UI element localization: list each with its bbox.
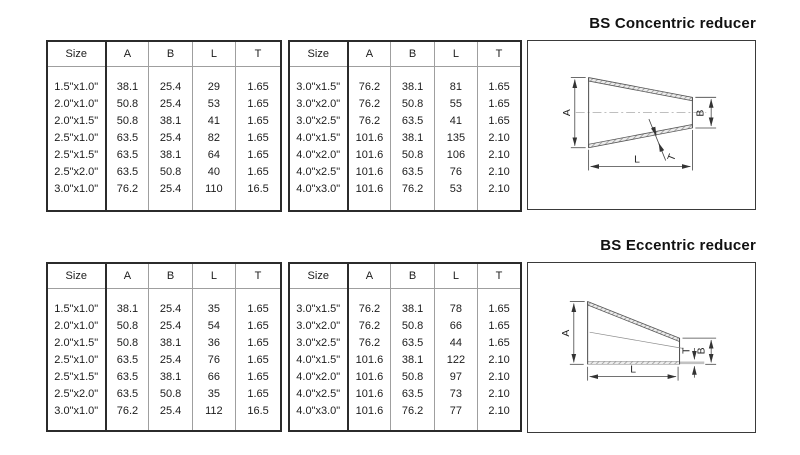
table-cell: 76 [434, 163, 477, 180]
table-cell: 101.6 [348, 385, 391, 402]
filler-cell [391, 197, 434, 211]
filler-row [289, 419, 521, 431]
filler-cell [434, 419, 477, 431]
table-cell: 38.1 [149, 112, 192, 129]
spacer-cell [434, 288, 477, 300]
table-row [289, 129, 521, 146]
table-cell: 4.0"x2.5" [289, 385, 348, 402]
table-cell: 66 [434, 317, 477, 334]
table-cell: 76.2 [348, 112, 391, 129]
table-row [47, 180, 281, 197]
filler-row [47, 197, 281, 211]
table-cell: 78 [434, 300, 477, 317]
table-cell: 35 [192, 300, 235, 317]
filler-cell [289, 197, 348, 211]
table-cell: 38.1 [149, 146, 192, 163]
table-cell: 25.4 [149, 95, 192, 112]
table-cell: 38.1 [391, 300, 434, 317]
table-cell: 63.5 [391, 334, 434, 351]
table-cell: 76.2 [391, 180, 434, 197]
filler-row [289, 197, 521, 211]
spacer-cell [236, 288, 281, 300]
dimension-a-label: A [561, 109, 573, 117]
table-row [47, 317, 281, 334]
table-cell: 63.5 [106, 385, 149, 402]
table-cell: 41 [192, 112, 235, 129]
table-cell: 3.0"x2.0" [289, 95, 348, 112]
section-title-concentric: BS Concentric reducer [589, 15, 756, 32]
table-row [289, 163, 521, 180]
table-cell: 76.2 [348, 334, 391, 351]
column-header: B [149, 263, 192, 288]
table-header-row [47, 263, 281, 288]
filler-cell [348, 197, 391, 211]
filler-cell [434, 197, 477, 211]
table-cell: 2.0"x1.5" [47, 334, 106, 351]
table-cell: 76.2 [348, 95, 391, 112]
column-header: B [391, 41, 434, 66]
table-cell: 2.10 [488, 370, 510, 383]
table-cell: 63.5 [106, 163, 149, 180]
spacer-cell [192, 66, 235, 78]
table-cell: 2.10 [488, 387, 510, 400]
concentric-reducer-diagram [527, 40, 756, 210]
table-cell: 1.5"x1.0" [47, 78, 106, 95]
table-cell: 63.5 [391, 163, 434, 180]
spacer-row [47, 66, 281, 78]
table-cell: 1.65 [247, 336, 269, 349]
table-cell: 2.10 [488, 404, 510, 417]
table-cell: 1.65 [247, 80, 269, 93]
table-cell: 1.65 [488, 302, 510, 315]
table-header-row [289, 41, 521, 66]
concentric-table-right [288, 40, 522, 212]
eccentric-reducer-diagram [527, 262, 756, 433]
table-cell: 3.0"x2.5" [289, 112, 348, 129]
filler-cell [149, 419, 192, 431]
table-row [289, 334, 521, 351]
table-cell: 2.10 [488, 165, 510, 178]
eccentric-table-left [46, 262, 282, 432]
table-cell: 4.0"x2.5" [289, 163, 348, 180]
column-header: T [478, 263, 521, 288]
table-cell: 38.1 [149, 334, 192, 351]
table-cell: 76.2 [106, 402, 149, 419]
column-header: T [236, 41, 281, 66]
table-cell: 25.4 [149, 402, 192, 419]
spacer-cell [47, 66, 106, 78]
table-cell: 4.0"x3.0" [289, 402, 348, 419]
dimension-l-label: L [630, 364, 636, 376]
table-cell: 2.5"x2.0" [47, 385, 106, 402]
table-cell: 1.65 [247, 148, 269, 161]
table-cell: 3.0"x2.0" [289, 317, 348, 334]
table-row [47, 402, 281, 419]
table-cell: 101.6 [348, 351, 391, 368]
table-cell: 38.1 [391, 351, 434, 368]
column-header: L [192, 41, 235, 66]
column-header: B [149, 41, 192, 66]
table-cell: 4.0"x2.0" [289, 368, 348, 385]
table-cell: 38.1 [391, 129, 434, 146]
table-row [289, 385, 521, 402]
table-cell: 76.2 [348, 78, 391, 95]
table-cell: 1.65 [488, 80, 510, 93]
table-row [289, 95, 521, 112]
table-cell: 2.10 [488, 182, 510, 195]
table-row [47, 78, 281, 95]
filler-cell [47, 197, 106, 211]
spacer-cell [192, 288, 235, 300]
dimension-t-label: T [666, 152, 679, 163]
table-cell: 2.10 [488, 148, 510, 161]
table-cell: 1.65 [488, 336, 510, 349]
table-cell: 44 [434, 334, 477, 351]
spacer-cell [478, 66, 521, 78]
table-cell: 76.2 [348, 300, 391, 317]
table-cell: 40 [192, 163, 235, 180]
column-header: T [478, 41, 521, 66]
column-header: Size [47, 263, 106, 288]
eccentric-reducer-drawing [528, 263, 755, 432]
table-row [289, 146, 521, 163]
spacer-cell [106, 66, 149, 78]
table-cell: 25.4 [149, 180, 192, 197]
filler-cell [236, 419, 281, 431]
table-cell: 1.65 [247, 97, 269, 110]
column-header: A [106, 263, 149, 288]
table-cell: 53 [434, 180, 477, 197]
column-header: B [391, 263, 434, 288]
spacer-cell [478, 288, 521, 300]
table-row [47, 334, 281, 351]
table-row [289, 300, 521, 317]
table-cell: 50.8 [106, 112, 149, 129]
table-cell: 66 [192, 368, 235, 385]
table-row [47, 351, 281, 368]
table-cell: 122 [434, 351, 477, 368]
table-cell: 25.4 [149, 300, 192, 317]
table-cell: 97 [434, 368, 477, 385]
table-cell: 76.2 [106, 180, 149, 197]
table-cell: 63.5 [106, 368, 149, 385]
table-cell: 29 [192, 78, 235, 95]
table-cell: 63.5 [106, 351, 149, 368]
table-row [47, 112, 281, 129]
column-header: L [192, 263, 235, 288]
table-cell: 4.0"x1.5" [289, 351, 348, 368]
table-cell: 76 [192, 351, 235, 368]
table-cell: 1.65 [488, 97, 510, 110]
column-header: A [348, 41, 391, 66]
filler-cell [192, 197, 235, 211]
filler-cell [478, 197, 521, 211]
table-cell: 101.6 [348, 146, 391, 163]
table-cell: 64 [192, 146, 235, 163]
spacer-cell [348, 288, 391, 300]
table-cell: 3.0"x1.0" [47, 180, 106, 197]
table-cell: 1.65 [247, 319, 269, 332]
filler-row [47, 419, 281, 431]
spacer-row [289, 66, 521, 78]
table-cell: 101.6 [348, 180, 391, 197]
table-cell: 25.4 [149, 129, 192, 146]
table-cell: 2.0"x1.5" [47, 112, 106, 129]
filler-cell [289, 419, 348, 431]
table-cell: 101.6 [348, 402, 391, 419]
spacer-row [47, 288, 281, 300]
table-cell: 112 [192, 402, 235, 419]
table-cell: 50.8 [391, 317, 434, 334]
table-cell: 50.8 [149, 385, 192, 402]
table-cell: 25.4 [149, 351, 192, 368]
table-cell: 3.0"x2.5" [289, 334, 348, 351]
table-cell: 2.0"x1.0" [47, 317, 106, 334]
table-cell: 25.4 [149, 317, 192, 334]
table-cell: 135 [434, 129, 477, 146]
concentric-table-left [46, 40, 282, 212]
table-cell: 106 [434, 146, 477, 163]
table-cell: 38.1 [106, 300, 149, 317]
table-cell: 63.5 [391, 385, 434, 402]
table-cell: 50.8 [106, 317, 149, 334]
table-cell: 2.5"x1.5" [47, 146, 106, 163]
table-cell: 1.65 [247, 131, 269, 144]
table-row [47, 95, 281, 112]
table-cell: 54 [192, 317, 235, 334]
table-cell: 63.5 [106, 146, 149, 163]
spacer-cell [236, 66, 281, 78]
table-cell: 53 [192, 95, 235, 112]
table-cell: 2.10 [488, 131, 510, 144]
table-cell: 63.5 [106, 129, 149, 146]
table-cell: 38.1 [149, 368, 192, 385]
dimension-b-label: B [696, 347, 708, 355]
filler-cell [106, 197, 149, 211]
table-cell: 50.8 [106, 334, 149, 351]
table-cell: 16.5 [247, 404, 269, 417]
table-cell: 1.5"x1.0" [47, 300, 106, 317]
table-cell: 50.8 [391, 146, 434, 163]
table-row [47, 163, 281, 180]
spacer-cell [391, 66, 434, 78]
filler-cell [192, 419, 235, 431]
table-cell: 41 [434, 112, 477, 129]
table-cell: 50.8 [391, 368, 434, 385]
table-cell: 16.5 [247, 182, 269, 195]
table-cell: 1.65 [247, 302, 269, 315]
table-cell: 38.1 [391, 78, 434, 95]
table-cell: 63.5 [391, 112, 434, 129]
filler-cell [236, 197, 281, 211]
table-cell: 1.65 [247, 387, 269, 400]
filler-cell [478, 419, 521, 431]
table-cell: 4.0"x2.0" [289, 146, 348, 163]
table-cell: 101.6 [348, 129, 391, 146]
table-cell: 1.65 [247, 165, 269, 178]
table-row [289, 402, 521, 419]
table-row [47, 146, 281, 163]
table-row [47, 300, 281, 317]
table-cell: 36 [192, 334, 235, 351]
spacer-cell [391, 288, 434, 300]
table-cell: 50.8 [106, 95, 149, 112]
table-row [289, 351, 521, 368]
table-cell: 2.5"x1.0" [47, 129, 106, 146]
table-cell: 1.65 [488, 114, 510, 127]
dimension-a [570, 302, 585, 365]
spacer-cell [348, 66, 391, 78]
column-header: Size [47, 41, 106, 66]
filler-cell [149, 197, 192, 211]
filler-cell [106, 419, 149, 431]
table-row [289, 180, 521, 197]
spacer-cell [149, 288, 192, 300]
table-cell: 50.8 [149, 163, 192, 180]
dimension-l-label: L [634, 154, 640, 166]
table-cell: 3.0"x1.5" [289, 300, 348, 317]
spacer-cell [149, 66, 192, 78]
column-header: Size [289, 263, 348, 288]
column-header: Size [289, 41, 348, 66]
dimension-b-label: B [695, 109, 707, 117]
table-cell: 73 [434, 385, 477, 402]
table-row [289, 368, 521, 385]
column-header: T [236, 263, 281, 288]
table-cell: 55 [434, 95, 477, 112]
filler-cell [47, 419, 106, 431]
filler-cell [348, 419, 391, 431]
spacer-cell [434, 66, 477, 78]
column-header: L [434, 41, 477, 66]
table-cell: 2.10 [488, 353, 510, 366]
dimension-t [649, 119, 666, 161]
table-cell: 3.0"x1.5" [289, 78, 348, 95]
table-cell: 110 [192, 180, 235, 197]
table-cell: 25.4 [149, 78, 192, 95]
dimension-t-label: T [681, 347, 693, 354]
section-title-eccentric: BS Eccentric reducer [600, 237, 756, 254]
table-cell: 77 [434, 402, 477, 419]
table-cell: 2.5"x1.5" [47, 368, 106, 385]
table-cell: 82 [192, 129, 235, 146]
table-row [47, 385, 281, 402]
spacer-cell [289, 288, 348, 300]
table-row [289, 78, 521, 95]
spacer-row [289, 288, 521, 300]
table-cell: 81 [434, 78, 477, 95]
column-header: A [106, 41, 149, 66]
table-header-row [289, 263, 521, 288]
table-row [289, 112, 521, 129]
table-cell: 35 [192, 385, 235, 402]
table-cell: 1.65 [247, 353, 269, 366]
dimension-a-label: A [560, 329, 572, 337]
table-cell: 1.65 [247, 114, 269, 127]
table-cell: 76.2 [348, 317, 391, 334]
spacer-cell [289, 66, 348, 78]
filler-cell [391, 419, 434, 431]
table-cell: 50.8 [391, 95, 434, 112]
table-cell: 76.2 [391, 402, 434, 419]
table-cell: 4.0"x3.0" [289, 180, 348, 197]
column-header: A [348, 263, 391, 288]
spacer-cell [106, 288, 149, 300]
table-cell: 4.0"x1.5" [289, 129, 348, 146]
table-header-row [47, 41, 281, 66]
table-cell: 38.1 [106, 78, 149, 95]
table-cell: 2.0"x1.0" [47, 95, 106, 112]
table-cell: 1.65 [247, 370, 269, 383]
table-cell: 101.6 [348, 368, 391, 385]
table-cell: 2.5"x1.0" [47, 351, 106, 368]
eccentric-table-right [288, 262, 522, 432]
table-cell: 1.65 [488, 319, 510, 332]
table-row [289, 317, 521, 334]
table-row [47, 368, 281, 385]
table-cell: 101.6 [348, 163, 391, 180]
table-row [47, 129, 281, 146]
concentric-reducer-drawing [528, 41, 755, 209]
spacer-cell [47, 288, 106, 300]
column-header: L [434, 263, 477, 288]
table-cell: 2.5"x2.0" [47, 163, 106, 180]
table-cell: 3.0"x1.0" [47, 402, 106, 419]
